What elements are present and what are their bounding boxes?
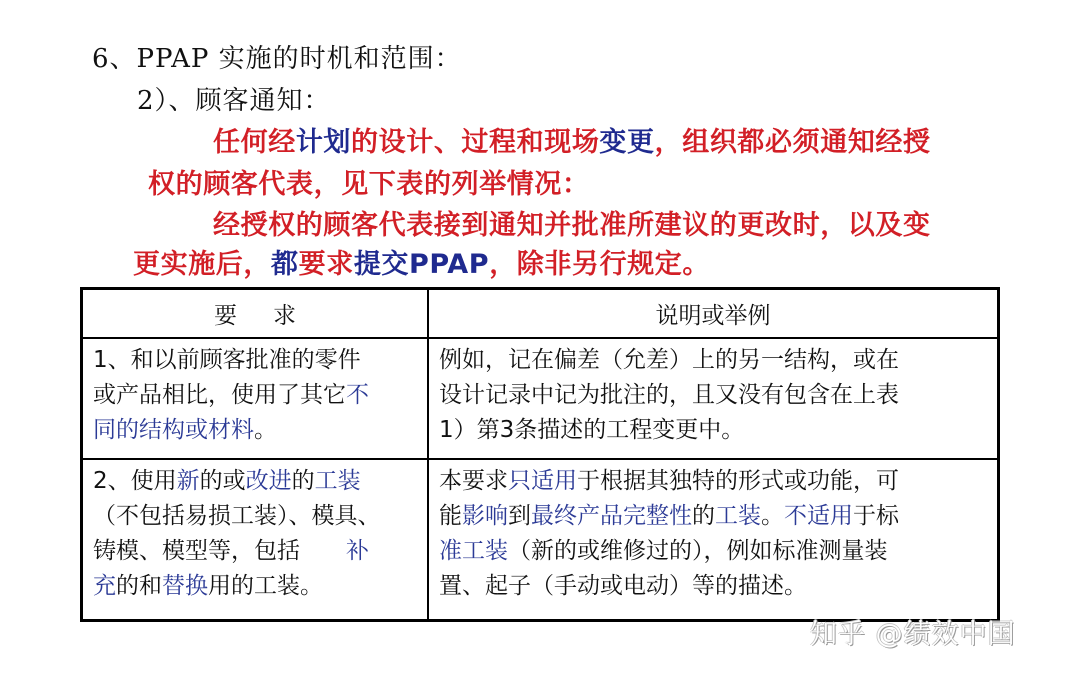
text-line xyxy=(439,378,899,413)
text-run-highlight: 工装 xyxy=(314,468,361,494)
watermark: 知乎 @绩效中国 xyxy=(810,619,1016,650)
text-run: 的和 xyxy=(116,573,162,599)
text-line xyxy=(439,534,899,569)
text-run: 于根据其独特的形式或功能，可 xyxy=(577,468,899,494)
text-run-highlight: 同的结构或材料 xyxy=(93,417,254,443)
text-run: 的或 xyxy=(199,468,246,494)
text-run: 更实施后， xyxy=(133,249,271,280)
text-run: 1、和以前顾客批准的零件 xyxy=(93,347,361,373)
text-run-highlight: 不适用 xyxy=(784,503,853,529)
text-run: 的设计、过程和现场 xyxy=(351,127,600,158)
text-run: ，组织都必须通知经授 xyxy=(654,127,931,158)
text-run-highlight: 补 xyxy=(346,538,369,564)
text-run-highlight: 替换 xyxy=(162,573,208,599)
text-run: 。 xyxy=(254,417,277,443)
header-cell-explanation xyxy=(429,290,997,337)
header-cell-requirement xyxy=(83,290,429,337)
text-line xyxy=(93,499,381,534)
text-run: 或产品相比，使用了其它 xyxy=(93,382,346,408)
text-run: 到 xyxy=(508,503,531,529)
header-label: 说明或举例 xyxy=(655,303,771,329)
text-run: 铸模、模型等，包括 xyxy=(93,538,346,564)
text-line xyxy=(93,534,381,569)
text-run-highlight: 提交PPAP xyxy=(353,249,490,280)
header-label: 要求 xyxy=(214,303,332,329)
requirement-cell xyxy=(83,339,429,458)
cell-text xyxy=(439,464,899,604)
table-row xyxy=(83,339,997,460)
text-run-highlight: 准工装 xyxy=(439,538,508,564)
text-run-highlight: 充 xyxy=(93,573,116,599)
text-run: （新的或维修过的），例如标准测量装 xyxy=(508,538,888,564)
text-run: 能 xyxy=(439,503,462,529)
text-run: 置、起子（手动或电动）等的描述。 xyxy=(439,573,807,599)
text-run-highlight: 工装 xyxy=(715,503,761,529)
text-run: 设计记录中记为批注的，且又没有包含在上表 xyxy=(439,382,899,408)
text-run-highlight: 新 xyxy=(176,468,200,494)
text-run-highlight: 最终产品完整性 xyxy=(531,503,692,529)
text-run: 。 xyxy=(761,503,784,529)
paragraph-1-line-2 xyxy=(148,162,590,201)
text-run: 的 xyxy=(291,468,315,494)
requirement-cell xyxy=(83,460,429,619)
text-line xyxy=(93,464,381,499)
text-line xyxy=(93,413,369,448)
text-line xyxy=(93,569,381,604)
text-run: 于标 xyxy=(853,503,899,529)
text-run: （不包括易损工装）、模具、 xyxy=(93,503,381,529)
text-line xyxy=(439,499,899,534)
subsection-title: 2）、顾客通知： xyxy=(137,86,331,116)
text-run-highlight: 改进 xyxy=(245,468,292,494)
paragraph-2-line-2 xyxy=(133,242,710,281)
text-run: 任何经 xyxy=(213,127,296,158)
cell-text xyxy=(439,343,899,448)
text-run-highlight: 都 xyxy=(271,249,299,280)
text-run: 本要求 xyxy=(439,468,508,494)
explanation-cell xyxy=(429,460,997,619)
explanation-cell xyxy=(429,339,997,458)
text-run: 权的顾客代表，见下表的列举情况： xyxy=(148,169,590,200)
text-line xyxy=(439,569,899,604)
text-run: 例如，记在偏差（允差）上的另一结构，或在 xyxy=(439,347,899,373)
text-run-highlight: 影响 xyxy=(462,503,508,529)
cell-text xyxy=(93,343,369,448)
text-line xyxy=(439,413,899,448)
table-row xyxy=(83,460,997,619)
text-run: 2、使用 xyxy=(93,468,177,494)
text-run: 1）第3条描述的工程变更中。 xyxy=(439,417,745,443)
text-line xyxy=(93,378,369,413)
requirements-table xyxy=(80,287,1000,622)
text-run-highlight: 计划 xyxy=(295,127,352,158)
text-line xyxy=(439,343,899,378)
table-header-row xyxy=(83,290,997,339)
text-run-highlight: 只适用 xyxy=(508,468,577,494)
text-run-highlight: 变更 xyxy=(599,127,655,158)
text-run: 用的工装。 xyxy=(208,573,323,599)
text-run: 经授权的顾客代表接到通知并批准所建议的更改时，以及变 xyxy=(213,210,931,241)
text-line xyxy=(93,343,369,378)
text-run: 的 xyxy=(692,503,715,529)
text-run: ，除非另行规定。 xyxy=(489,249,711,280)
cell-text xyxy=(93,464,381,604)
text-line xyxy=(439,464,899,499)
paragraph-2-line-1 xyxy=(213,203,931,242)
section-title: 6、PPAP 实施的时机和范围： xyxy=(92,44,462,74)
text-run-highlight: 不 xyxy=(346,382,369,408)
paragraph-1-line-1 xyxy=(213,120,931,159)
text-run: 要求 xyxy=(298,249,354,280)
